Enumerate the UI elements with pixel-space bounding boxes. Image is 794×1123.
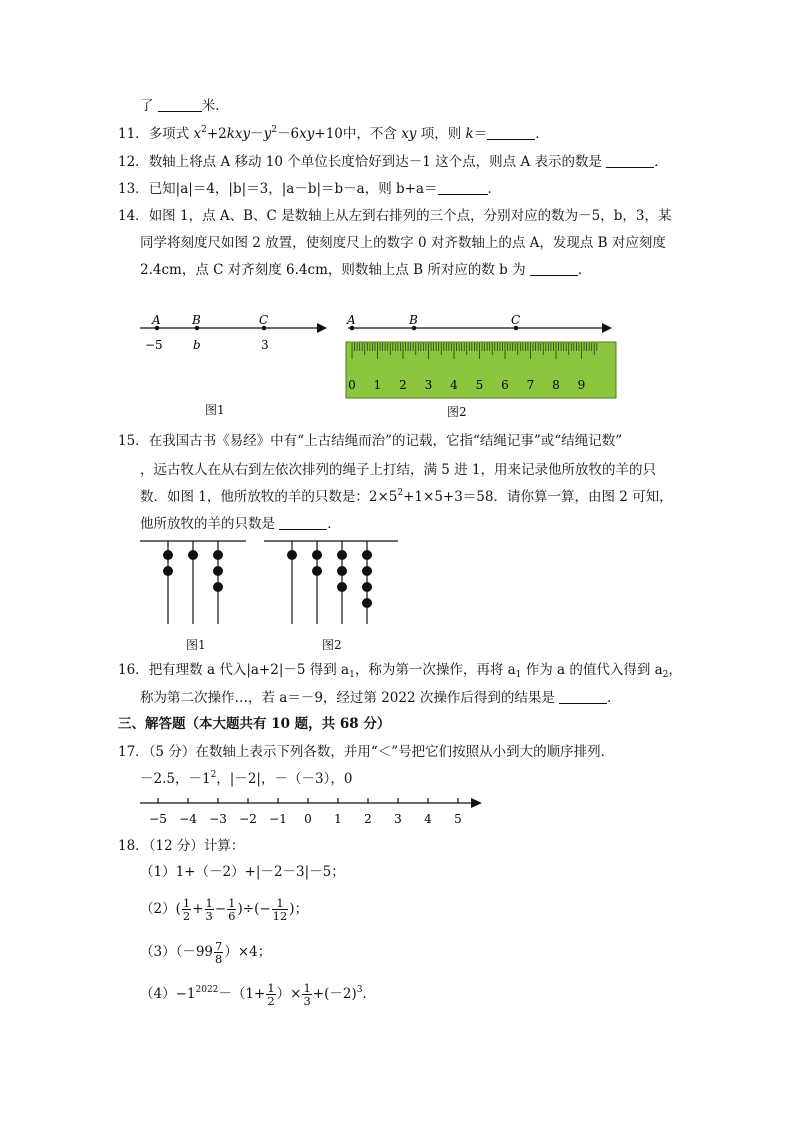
axis-tick-label: −5 bbox=[149, 812, 167, 826]
knot bbox=[362, 566, 372, 576]
q15-fig1-caption: 图1 bbox=[186, 638, 206, 652]
answer-blank[interactable] bbox=[530, 261, 578, 276]
section-3-heading: 三、解答题（本大题共有 10 题，共 68 分） bbox=[118, 716, 391, 732]
knot bbox=[213, 566, 223, 576]
ruler-tick-label: 0 bbox=[348, 378, 356, 392]
knot bbox=[163, 550, 173, 560]
knot bbox=[163, 566, 173, 576]
knot bbox=[337, 566, 347, 576]
ruler-tick-label: 1 bbox=[373, 378, 382, 392]
knot bbox=[312, 566, 322, 576]
q15-fig2-caption: 图2 bbox=[322, 638, 342, 652]
ruler-tick-label: 7 bbox=[526, 378, 535, 392]
knot bbox=[337, 582, 347, 592]
q15-figure1-knots bbox=[138, 536, 250, 628]
question-15-line4: 他所放牧的羊的只数是 ． bbox=[140, 516, 341, 532]
label-c: C bbox=[259, 313, 269, 327]
question-11: 11．多项式 $x^2+2kxy-y^2-6xy+10$中，不含 xy 项，则 k＝ ． bbox=[118, 125, 549, 142]
question-14-line2: 同学将刻度尺如图 2 放置，使刻度尺上的数字 0 对齐数轴上的点 A，发现点 B 对应刻度 bbox=[140, 235, 666, 251]
question-15-line1: 15．在我国古书《易经》中有“上古结绳而治”的记载，它指“结绳记事”或“结绳记数” bbox=[118, 433, 623, 449]
q14-figure1-number-line bbox=[135, 310, 335, 370]
value-a: −5 bbox=[145, 338, 163, 352]
question-18: 18．（12 分）计算： bbox=[118, 838, 245, 854]
question-17-numbers: －2.5，$-1^2$，|－2|，－（－3），0 bbox=[140, 770, 353, 787]
q17-number-line bbox=[138, 794, 488, 828]
answer-blank[interactable] bbox=[559, 689, 607, 704]
q14-figure2-ruler bbox=[340, 312, 625, 402]
label-b: B bbox=[409, 313, 418, 327]
value-c: 3 bbox=[261, 338, 269, 352]
axis-tick-label: −2 bbox=[239, 812, 257, 826]
ruler-tick-label: 4 bbox=[450, 378, 458, 392]
answer-blank[interactable] bbox=[158, 97, 202, 112]
ruler-tick-label: 5 bbox=[475, 378, 484, 392]
knot bbox=[362, 582, 372, 592]
question-12: 12．数轴上将点 A 移动 10 个单位长度恰好到达－1 这个点，则点 A 表示的数是 ． bbox=[118, 154, 668, 170]
question-18-part2: （2）( $\frac{1}{2}$ + $\frac{1}{3}$ − $\frac{1}{6}$ )÷(− $\frac{1}{12}$ )； bbox=[140, 896, 309, 923]
question-13: 13．已知|a|＝4，|b|＝3，|a－b|＝b－a，则 b+a＝ ． bbox=[118, 181, 502, 197]
ruler-tick-label: 6 bbox=[501, 378, 509, 392]
question-15-line2: ，远古牧人在从右到左依次排列的绳子上打结，满 5 进 1，用来记录他所放牧的羊的只 bbox=[140, 462, 657, 478]
axis-tick-label: 1 bbox=[334, 812, 342, 826]
axis-tick-label: −4 bbox=[179, 812, 197, 826]
ruler-tick-label: 3 bbox=[424, 378, 433, 392]
q15-figure2-knots bbox=[262, 536, 402, 628]
knot bbox=[213, 582, 223, 592]
question-14-line1: 14．如图 1，点 A、B、C 是数轴上从左到右排列的三个点，分别对应的数为－5，b，3，某 bbox=[118, 208, 672, 224]
question-17: 17．（5 分）在数轴上表示下列各数，并用“＜”号把它们按照从小到大的顺序排列． bbox=[118, 744, 615, 760]
q14-fig2-caption: 图2 bbox=[447, 405, 467, 419]
question-15-line3: 数．如图 1，他所放牧的羊的只数是：$2\times 5^2+1\times 5+3=58$．请你算一算，由图 2 可知， bbox=[140, 488, 673, 505]
question-14-line3: 2.4cm，点 C 对齐刻度 6.4cm，则数轴上点 B 所对应的数 b 为 ． bbox=[140, 262, 592, 278]
axis-tick-label: 4 bbox=[424, 812, 432, 826]
knot bbox=[362, 598, 372, 608]
q14-fig1-caption: 图1 bbox=[205, 403, 225, 417]
label-b: B bbox=[192, 313, 201, 327]
ruler-tick-label: 2 bbox=[399, 378, 407, 392]
answer-blank[interactable] bbox=[279, 515, 327, 530]
axis-tick-label: 2 bbox=[364, 812, 372, 826]
axis-tick-label: 5 bbox=[454, 812, 462, 826]
answer-blank[interactable] bbox=[606, 153, 654, 168]
knot bbox=[287, 550, 297, 560]
value-b: b bbox=[193, 338, 201, 352]
axis-tick-label: 0 bbox=[304, 812, 312, 826]
q10-tail: 了 米． bbox=[140, 98, 229, 114]
ruler-tick-label: 8 bbox=[552, 378, 560, 392]
axis-tick-label: −3 bbox=[209, 812, 227, 826]
label-a: A bbox=[152, 313, 161, 327]
label-a: A bbox=[347, 313, 356, 327]
knot bbox=[213, 550, 223, 560]
axis-tick-label: 3 bbox=[394, 812, 402, 826]
ruler-tick-label: 9 bbox=[577, 378, 586, 392]
knot bbox=[362, 550, 372, 560]
knot bbox=[188, 550, 198, 560]
question-16-line1: 16．把有理数 a 代入|a+2|－5 得到 $a_1$，称为第一次操作，再将 $a_1$ 作为 a 的值代入得到 $a_2$， bbox=[118, 662, 682, 680]
arrow-icon bbox=[317, 323, 327, 333]
question-18-part3: （3）（－99 $\frac{7}{8}$ ）×4； bbox=[140, 939, 272, 966]
answer-blank[interactable] bbox=[438, 180, 488, 195]
question-16-line2: 称为第二次操作…，若 a＝－9，经过第 2022 次操作后得到的结果是 ． bbox=[140, 690, 621, 706]
question-18-part4: $(4)-1^{2022}-(1+$ $\frac{1}{2}$ ）× $\frac{1}{3}$ $+(-2)^3$． bbox=[140, 981, 376, 1008]
arrow-icon bbox=[471, 798, 482, 808]
answer-blank[interactable] bbox=[487, 125, 535, 140]
knot bbox=[337, 550, 347, 560]
knot bbox=[312, 550, 322, 560]
axis-tick-label: −1 bbox=[269, 812, 287, 826]
arrow-icon bbox=[602, 323, 612, 333]
label-c: C bbox=[511, 313, 521, 327]
question-18-part1: （1）1+（－2）+|－2－3|－5； bbox=[140, 864, 345, 880]
